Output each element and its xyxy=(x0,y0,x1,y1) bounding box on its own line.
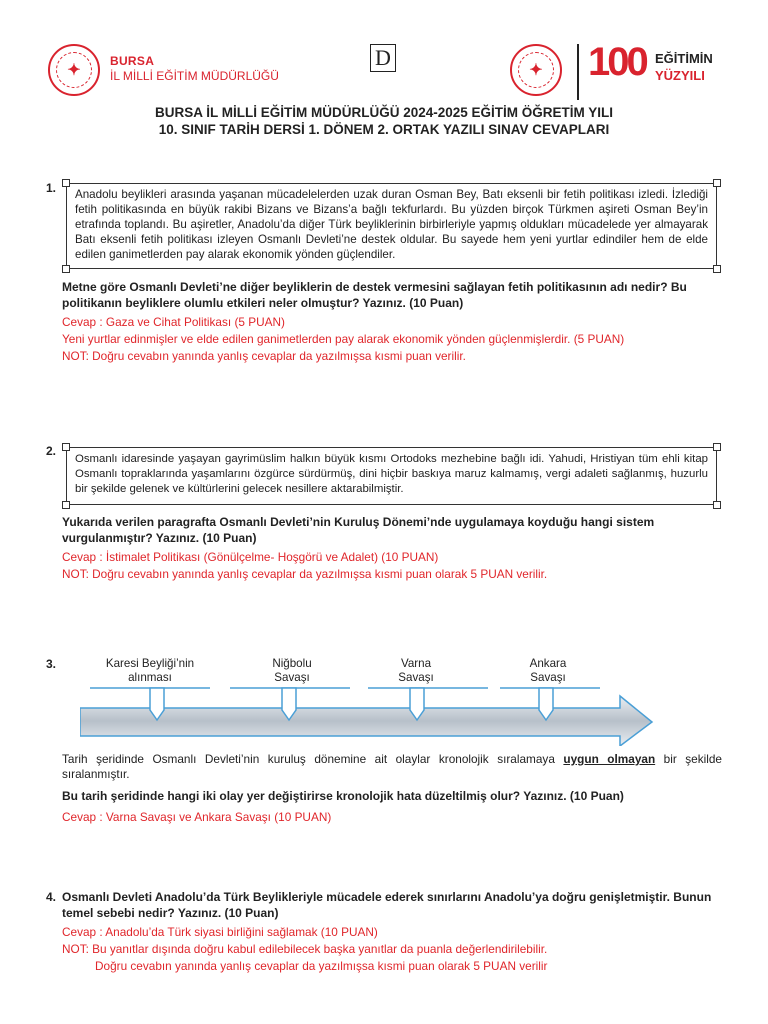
q4-note-2: Doğru cevabın yanında yanlış cevaplar da yazılmışsa kısmi puan olarak 5 PUAN verilir xyxy=(95,959,548,973)
q4-answers xyxy=(62,924,752,975)
q1-answers xyxy=(62,314,742,365)
event-label-line: Varna xyxy=(400,657,432,670)
century-line-2: YÜZYILI xyxy=(655,68,705,83)
booklet-letter: D xyxy=(370,44,396,72)
event-label-line: Savaşı xyxy=(530,671,566,684)
century-line-1: EĞİTİMİN xyxy=(655,51,713,66)
seal-emblem-icon: ✦ xyxy=(56,52,92,88)
timeline-event-2 xyxy=(242,657,342,685)
event-label-line: Savaşı xyxy=(398,671,434,684)
q3-text-after: bir şekilde sıralanmıştır. xyxy=(62,752,722,781)
q2-answer-1: Cevap : İstimalet Politikası (Gönülçelme- Hoşgörü ve Adalet) (10 PUAN) xyxy=(62,550,439,564)
logo-divider xyxy=(577,44,579,100)
q1-note: NOT: Doğru cevabın yanında yanlış cevaplar da yazılmışsa kısmi puan verilir. xyxy=(62,349,466,363)
q1-text-frame xyxy=(66,183,717,269)
q3-answer-1: Cevap : Varna Savaşı ve Ankara Savaşı (10 PUAN) xyxy=(62,810,332,824)
event-label-line: alınması xyxy=(128,671,172,684)
q1-answer-2: Yeni yurtlar edinmişler ve elde edilen ganimetlerden pay alarak ekonomik yönden güçlenmişlerdir. (5 PUAN) xyxy=(62,332,625,346)
event-label-line: Niğbolu xyxy=(272,657,312,670)
q1-paragraph: Anadolu beylikleri arasında yaşanan mücadelelerden uzak duran Osman Bey, Batı eksenli bir fetih politikası izledi. İzlediği fetih politikasında en büyük rakibi Bizans ve Bizans’a bağlı tekfurlardı. Bu yüzden birçok Türkmen aşireti Osman Bey’in etrafında toplandı. Bu aşiretler, Anadolu’da diğer Türk beyliklerinin birbirleriyle yapmış oldukları mücadelede yer almayarak Batı eksenli fetih politikası izleyen Osmanlı Devleti’ne destek oldular. Bu sayede hem yeni yurtlar edindiler hem de elde edilen ganimetlerden pay alarak ekonomik yönden güçlendiler. xyxy=(75,188,708,261)
frame-corner xyxy=(713,179,721,187)
timeline-event-1 xyxy=(100,657,200,685)
question-number: 1. xyxy=(46,181,57,195)
question-number: 2. xyxy=(46,444,57,458)
q3-emphasis: uygun olmayan xyxy=(563,752,656,766)
event-label-line: Savaşı xyxy=(274,671,310,684)
q3-question: Bu tarih şeridinde hangi iki olay yer değiştirirse kronolojik hata düzeltilmiş olur? Yazınız. (10 Puan) xyxy=(62,789,624,803)
q2-answers xyxy=(62,549,742,583)
q2-note: NOT: Doğru cevabın yanında yanlış cevaplar da yazılmışsa kısmi puan olarak 5 PUAN verilir. xyxy=(62,567,548,581)
bursa-brand xyxy=(110,54,279,84)
hundred-logo: 100 xyxy=(588,40,646,84)
timeline-event-3 xyxy=(366,657,466,685)
frame-corner xyxy=(62,265,70,273)
brand-line-1: BURSA xyxy=(110,54,155,68)
seal-emblem-icon: ✦ xyxy=(518,52,554,88)
q4-note-1: NOT: Bu yanıtlar dışında doğru kabul edilebilecek başka yanıtlar da puanla değerlendirilebilir. xyxy=(62,942,548,956)
q2-text-frame xyxy=(66,447,717,505)
q2-paragraph: Osmanlı idaresinde yaşayan gayrimüslim halkın büyük kısmı Ortodoks mezhebine bağlı idi. Yahudi, Hristiyan tüm ehli kitap Osmanlı topraklarında yaşamlarını özgürce sürdürmüş, dini hiçbir baskıya maruz kalmamış, vergi adaleti sağlanmış, huzurlu bir şekilde gelenek ve kültürlerini gelecek nesillere aktarabilmiştir. xyxy=(75,453,708,495)
meb-seal-logo-right xyxy=(510,44,562,96)
question-number: 3. xyxy=(46,657,57,671)
q1-answer-1: Cevap : Gaza ve Cihat Politikası (5 PUAN) xyxy=(62,315,285,329)
century-brand xyxy=(655,50,713,84)
timeline-event-4 xyxy=(498,657,598,685)
timeline-band xyxy=(80,696,652,746)
event-label-line: Karesi Beyliği’nin xyxy=(105,657,195,670)
title-line-2: 10. SINIF TARİH DERSİ 1. DÖNEM 2. ORTAK YAZILI SINAV CEVAPLARI xyxy=(158,122,610,137)
q3-text-before: Tarih şeridinde Osmanlı Devleti’nin kuruluş dönemine ait olaylar kronolojik sıralamaya xyxy=(62,752,564,766)
timeline-arrow xyxy=(80,684,660,746)
event-label-line: Ankara xyxy=(529,657,567,670)
q4-question: Osmanlı Devleti Anadolu’da Türk Beylikleriyle mücadele ederek sınırlarını Anadolu’ya doğru genişletmiştir. Bunun temel sebebi nedir? Yazınız. (10 Puan) xyxy=(62,890,712,920)
q4-answer-1: Cevap : Anadolu’da Türk siyasi birliğini sağlamak (10 PUAN) xyxy=(62,925,378,939)
question-number: 4. xyxy=(46,890,57,904)
q3-description xyxy=(62,752,722,782)
q2-question: Yukarıda verilen paragrafta Osmanlı Devleti’nin Kuruluş Dönemi’nde uygulamaya koyduğu hangi sistem vurgulanmıştır? Yazınız. (10 Puan) xyxy=(62,515,655,545)
q1-question: Metne göre Osmanlı Devleti’ne diğer beyliklerin de destek vermesini sağlayan fetih politikasının adı nedir? Bu politikanın beyliklere olumlu etkileri neler olmuştur? Yazınız. (10 Puan) xyxy=(62,280,687,310)
frame-corner xyxy=(62,501,70,509)
meb-seal-logo-left xyxy=(48,44,100,96)
brand-line-2: İL MİLLİ EĞİTİM MÜDÜRLÜĞÜ xyxy=(110,69,279,83)
page-title xyxy=(0,104,768,138)
frame-corner xyxy=(713,443,721,451)
title-line-1: BURSA İL MİLLİ EĞİTİM MÜDÜRLÜĞÜ 2024-2025 EĞİTİM ÖĞRETİM YILI xyxy=(154,105,614,120)
